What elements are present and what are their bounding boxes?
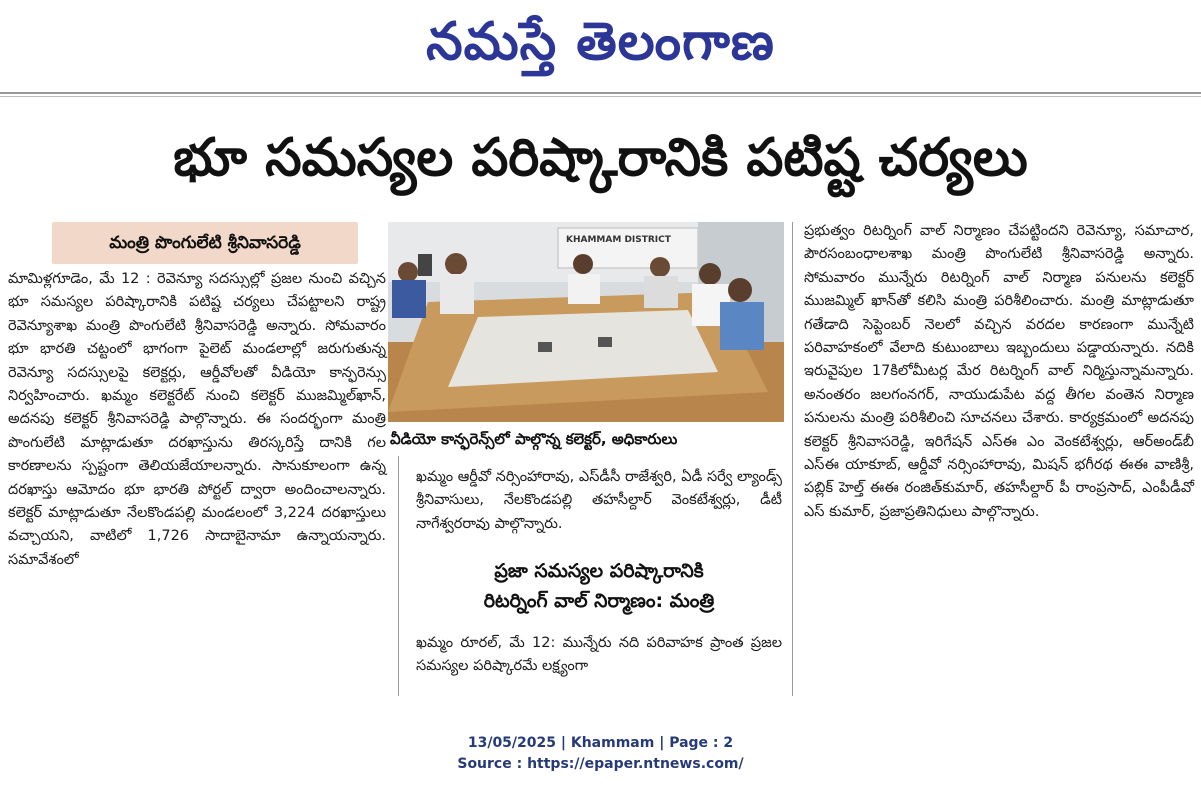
article-left-text: మామిళ్లగూడెం, మే 12 : రెవెన్యూ సదస్సుల్లో ప్రజల నుంచి వచ్చిన భూ సమస్యల పరిష్కారానికి పటిష్ట చర్యలు చేపట్టాలని రాష్ట్ర రెవెన్యూశాఖ మంత్రి పొంగులేటి శ్రీనివాసరెడ్డి అన్నారు. సోమవారం భూ భారతి చట్టంలో భాగంగా పైలెట్‌ మండలాల్లో జరుగుతున్న రెవెన్యూ సదస్సులపై కలెక్టర్లు, ఆర్డీవోలతో వీడియో కాన్ఫరెన్సు నిర్వహించారు. ఖమ్మం కలెక్టరేట్‌ నుంచి కలెక్టర్‌ ముజమ్మిల్‌ఖాన్‌, అదనపు కలెక్టర్‌ శ్రీనివాసరెడ్డి పాల్గొన్నారు. ఈ సందర్భంగా మంత్రి పొంగులేటి మాట్లాడుతూ దరఖాస్తును తిరస్కరిస్తే దానికి గల కారణాలను స్పష్టంగా తెలియజేయాలన్నారు. సానుకూలంగా ఉన్న దరఖాస్తు ఆమోదం భూ భారతి పోర్టల్‌ ద్వారా అందించాలన్నారు. కలెక్టర్‌ మాట్లాడుతూ నేలకొండపల్లి మండలంలో 3,224 దరఖాస్తులు వచ్చాయని, వాటిలో 1,726 సాదాబైనామా ఉన్నాయన్నారు. సమావేశంలో bbox=[8, 271, 386, 568]
article-mid-text: ఖమ్మం ఆర్డీవో నర్సింహారావు, ఎస్‌డీసీ రాజేశ్వరి, ఏడీ సర్వే ల్యాండ్స్‌ శ్రీనివాసులు, నేలకొండపల్లి తహసీల్దార్‌ వెంకటేశ్వర్లు, డీటీ నాగేశ్వరరావు పాల్గొన్నారు. bbox=[416, 469, 782, 532]
news-photo bbox=[388, 222, 784, 422]
masthead-rule-2 bbox=[0, 96, 1201, 97]
meeting-photo-illustration bbox=[388, 222, 784, 422]
article-mid-column bbox=[416, 466, 782, 536]
headline: భూ సమస్యల పరిష్కారానికి పటిష్ట చర్యలు bbox=[173, 128, 1028, 188]
column-divider-right bbox=[792, 222, 793, 696]
masthead-rule bbox=[0, 92, 1201, 94]
article-right-text: ప్రభుత్వం రిటర్నింగ్‌ వాల్‌ నిర్మాణం చేపట్టిందని రెవెన్యూ, సమాచార, పౌరసంబంధాలశాఖ మంత్రి పొంగులేటి శ్రీనివాసరెడ్డి అన్నారు. సోమవారం మున్నేరు రిటర్నింగ్‌ వాల్‌ నిర్మాణ పనులను కలెక్టర్‌ ముజమ్మిల్‌ ఖాన్‌తో కలిసి మంత్రి పరిశీలించారు. మంత్రి మాట్లాడుతూ గతేడాది సెప్టెంబర్‌ నెలలో వచ్చిన వరదల కారణంగా మున్నేటి పరివాహకంలో వేలాది కుటుంబాలు ఇబ్బందులు పడ్డాయన్నారు. నదికి ఇరువైపుల 17కిలోమీటర్ల మేర రిటర్నింగ్‌ వాల్‌ నిర్మిస్తున్నామన్నారు. అనంతరం జలగంనగర్‌, నాయుడుపేట వద్ద తీగల వంతెన నిర్మాణ పనులను మంత్రి పరిశీలించి సూచనలు చేశారు. కార్యక్రమంలో అదనపు కలెక్టర్‌ శ్రీనివాసరెడ్డి, ఇరిగేషన్‌ ఎస్‌ఈ ఎం వెంకటేశ్వర్లు, ఆర్‌అండ్‌బీ ఎస్‌ఈ యాకూబ్‌, ఆర్డీవో నర్సింహారావు, మిషన్‌ భగీరథ ఈఈ వాణిశ్రీ, పబ్లిక్‌ హెల్త్‌ ఈఈ రంజిత్‌కుమార్‌, తహసీల్దార్‌ పీ రాంప్రసాద్‌, ఎంపీడీవో ఎస్‌ కుమార్‌, ప్రజాప్రతినిధులు పాల్గొన్నారు. bbox=[804, 223, 1194, 520]
footer-date-line: 13/05/2025 | Khammam | Page : 2 bbox=[467, 735, 734, 751]
article-left-column bbox=[8, 268, 386, 572]
article-kicker: మంత్రి పొంగులేటి శ్రీనివాసరెడ్డి bbox=[52, 222, 358, 264]
masthead-logo: నమస్తే తెలంగాణ bbox=[426, 12, 775, 72]
subhead-line-2: రిటర్నింగ్‌ వాల్‌ నిర్మాణం: మంత్రి bbox=[483, 590, 715, 612]
column-divider-left bbox=[398, 456, 399, 696]
photo-caption: వీడియో కాన్ఫరెన్స్‌లో పాల్గొన్న కలెక్టర్‌, అధికారులు bbox=[390, 430, 678, 448]
second-article-headline bbox=[416, 556, 782, 616]
wall-sign-text: KHAMMAM DISTRICT bbox=[566, 235, 671, 245]
subhead-line-1: ప్రజా సమస్యల పరిష్కారానికి bbox=[494, 560, 704, 582]
article-mid-text-2: ఖమ్మం రూరల్‌, మే 12: మున్నేరు నది పరివాహక ప్రాంత ప్రజల సమస్యల పరిష్కారమే లక్ష్యంగా bbox=[416, 635, 782, 675]
footer-source-line: Source : https://epaper.ntnews.com/ bbox=[457, 756, 744, 772]
article-mid-column-2 bbox=[416, 632, 782, 679]
article-right-column bbox=[804, 220, 1194, 524]
